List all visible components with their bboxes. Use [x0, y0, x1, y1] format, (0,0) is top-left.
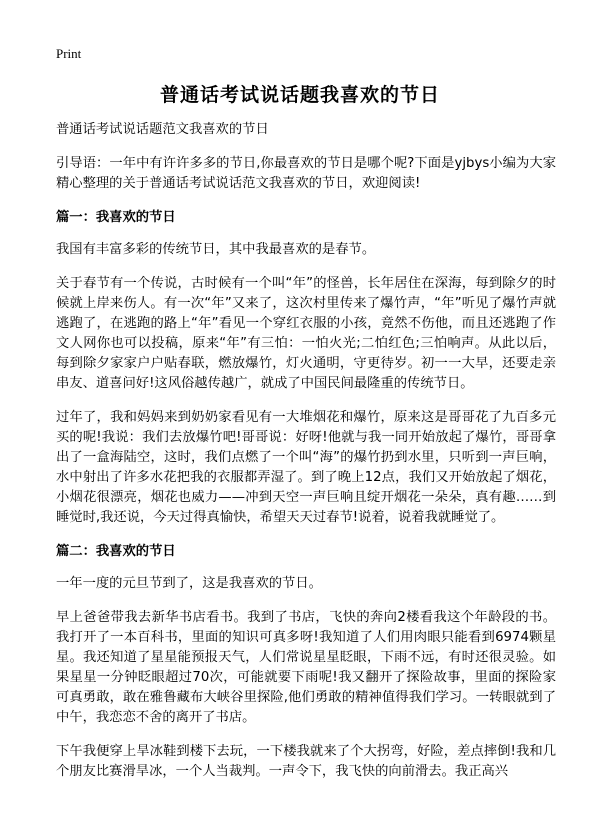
article-intro: 引导语：一年中有许许多多的节日,你最喜欢的节日是哪个呢?下面是yjbys小编为大家精心整理的关于普通话考试说话范文我喜欢的节日，欢迎阅读! [56, 156, 556, 191]
paragraph: 一年一度的元旦节到了，这是我喜欢的节日。 [56, 576, 322, 591]
page-title: 普通话考试说话题我喜欢的节日 [159, 84, 440, 106]
article-subtitle: 普通话考试说话题范文我喜欢的节日 [56, 122, 269, 137]
paragraph: 关于春节有一个传说，古时候有一个叫“年”的怪兽，长年居住在深海，每到除夕的时候就上岸来伤人。有一次“年”又来了，这次村里传来了爆竹声，“年”听见了爆竹声就逃跑了，在逃跑的路上“年”看见一个穿红衣服的小孩，竟然不伤他，而且还逃跑了作文人网你也可以投稿，原来“年”有三怕：一怕火光;二怕红色;三怕响声。从此以后，每到除夕家家户户贴春联，燃放爆竹，灯火通明，守更待岁。初一一大早，还要走亲串友、道喜问好!这风俗越传越广，就成了中国民间最隆重的传统节日。 [56, 276, 556, 391]
paragraph: 下午我便穿上旱冰鞋到楼下去玩，一下楼我就来了个大拐弯，好险，差点摔倒!我和几个朋友比赛滑旱冰，一个人当裁判。一声令下，我飞快的向前滑去。我正高兴 [56, 744, 556, 779]
paragraph: 早上爸爸带我去新华书店看书。我到了书店，飞快的奔向2楼看我这个年龄段的书。我打开了一本百科书，里面的知识可真多呀!我知道了人们用肉眼只能看到6974颗星星。我还知道了星星能预报天气，人们常说星星眨眼，下雨不远，有时还很灵验。如果星星一分钟眨眼超过70次，可能就要下雨呢!我又翻开了探险故事，里面的探险家可真勇敢，敢在雅鲁藏布大峡谷里探险,他们勇敢的精神值得我们学习。一转眼就到了中午，我恋恋不舍的离开了书店。 [56, 610, 556, 725]
paragraph: 我国有丰富多彩的传统节日，其中我最喜欢的是春节。 [56, 242, 376, 257]
article-body [56, 120, 556, 796]
print-link[interactable]: Print [56, 46, 82, 61]
paragraph: 过年了，我和妈妈来到奶奶家看见有一大堆烟花和爆竹，原来这是哥哥花了九百多元买的呢!我说：我们去放爆竹吧!哥哥说：好呀!他就与我一同开始放起了爆竹，哥哥拿出了一盒海陆空，这时，我们点燃了一个叫“海”的爆竹扔到水里，只听到一声巨响，水中射出了许多水花把我的衣服都弄湿了。到了晚上12点，我们又开始放起了烟花，小烟花很漂亮，烟花也威力——冲到天空一声巨响且绽开烟花一朵朵，真有趣……到睡觉时,我还说，今天过得真愉快，希望天天过春节!说着，说着我就睡觉了。 [56, 410, 556, 525]
section-heading-2: 篇二：我喜欢的节日 [56, 544, 176, 559]
section-heading-1: 篇一：我喜欢的节日 [56, 210, 176, 225]
